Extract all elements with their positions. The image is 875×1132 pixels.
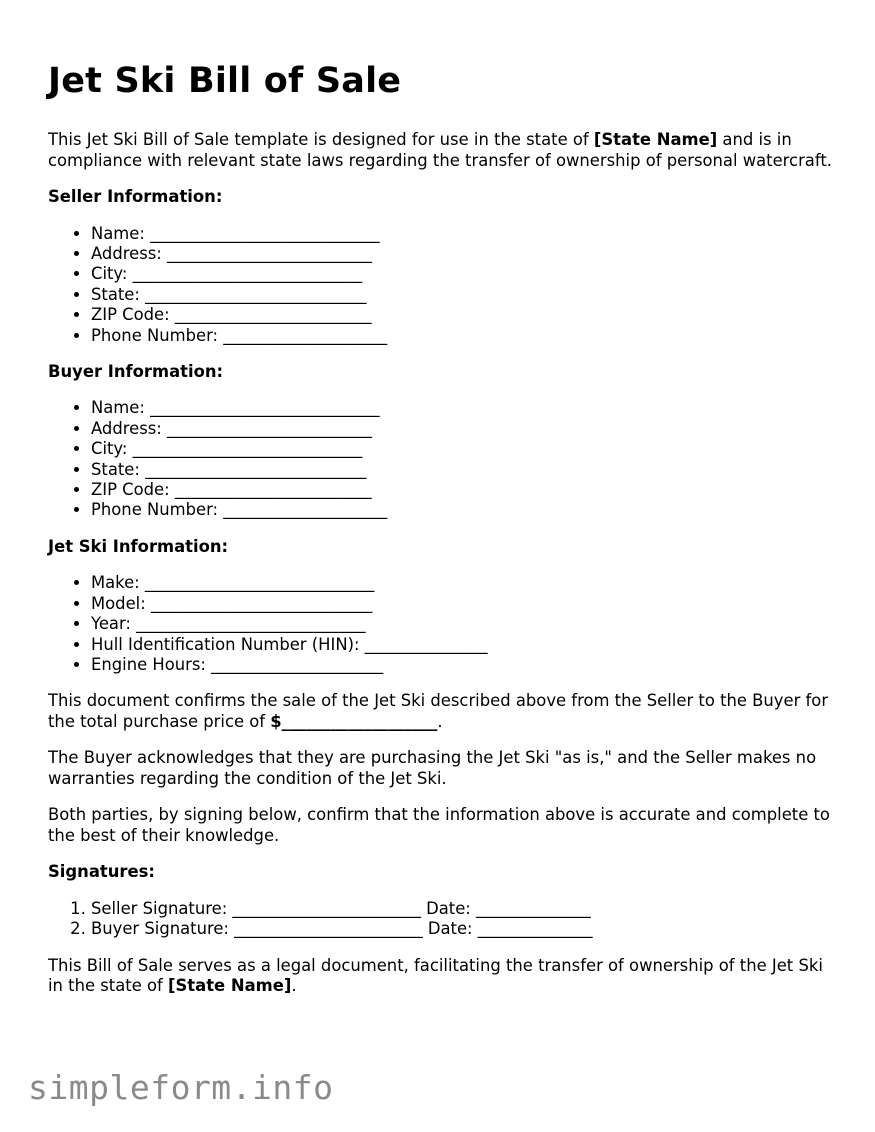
jetski-hin-field: • Hull Identification Number (HIN): _______________ bbox=[91, 635, 838, 655]
buyer-state-field: • State: ___________________________ bbox=[91, 460, 838, 480]
intro-state-placeholder: [State Name] bbox=[593, 130, 718, 149]
seller-zip-field: • ZIP Code: ________________________ bbox=[91, 305, 838, 325]
site-watermark: simpleform.info bbox=[28, 1068, 334, 1107]
closing-text-before: This Bill of Sale serves as a legal document, facilitating the transfer of ownership of the Jet Ski in the state of bbox=[48, 955, 823, 996]
document-title: Jet Ski Bill of Sale bbox=[48, 61, 402, 101]
signatures-heading: Signatures: bbox=[48, 862, 155, 882]
seller-phone-field: • Phone Number: ____________________ bbox=[91, 326, 838, 346]
jetski-make-field: • Make: ____________________________ bbox=[91, 573, 838, 593]
confirm-paragraph: Both parties, by signing below, confirm that the information above is accurate and complete to the best of their knowledge. bbox=[48, 805, 830, 845]
closing-paragraph bbox=[48, 956, 838, 997]
signature-list bbox=[48, 899, 838, 940]
jetski-field-list bbox=[48, 573, 838, 675]
sale-text-after: . bbox=[437, 711, 443, 731]
buyer-address-field: • Address: _________________________ bbox=[91, 419, 838, 439]
buyer-heading: Buyer Information: bbox=[48, 361, 224, 381]
jetski-engine-hours-field: • Engine Hours: _____________________ bbox=[91, 655, 838, 675]
seller-name-field: • Name: ____________________________ bbox=[91, 224, 838, 244]
seller-field-list bbox=[48, 224, 838, 346]
document-page bbox=[48, 58, 838, 1013]
sale-text-before: This document confirms the sale of the Jet Ski described above from the Seller to the Buyer for the total purchase price of bbox=[48, 691, 829, 731]
seller-signature-line: 1. Seller Signature: _______________________ Date: ______________ bbox=[91, 899, 838, 919]
closing-text-after: . bbox=[291, 976, 297, 996]
closing-state-placeholder: [State Name] bbox=[168, 976, 292, 996]
buyer-city-field: • City: ____________________________ bbox=[91, 439, 838, 459]
buyer-field-list bbox=[48, 398, 838, 520]
as-is-paragraph: The Buyer acknowledges that they are purchasing the Jet Ski "as is," and the Seller makes no warranties regarding the condition of the Jet Ski. bbox=[48, 748, 817, 788]
buyer-signature-line: 2. Buyer Signature: _______________________ Date: ______________ bbox=[91, 919, 838, 939]
jetski-heading: Jet Ski Information: bbox=[48, 536, 229, 556]
intro-paragraph bbox=[48, 130, 838, 171]
seller-city-field: • City: ____________________________ bbox=[91, 264, 838, 284]
intro-text-after: and is in compliance with relevant state laws regarding the transfer of ownership of personal watercraft. bbox=[48, 130, 832, 170]
intro-text-before: This Jet Ski Bill of Sale template is designed for use in the state of bbox=[48, 130, 594, 149]
seller-state-field: • State: ___________________________ bbox=[91, 285, 838, 305]
seller-heading: Seller Information: bbox=[48, 187, 223, 206]
purchase-price-field: $___________________ bbox=[270, 711, 438, 731]
buyer-name-field: • Name: ____________________________ bbox=[91, 398, 838, 418]
jetski-model-field: • Model: ___________________________ bbox=[91, 594, 838, 614]
jetski-year-field: • Year: ____________________________ bbox=[91, 614, 838, 634]
seller-address-field: • Address: _________________________ bbox=[91, 244, 838, 264]
sale-paragraph bbox=[48, 691, 838, 732]
buyer-zip-field: • ZIP Code: ________________________ bbox=[91, 480, 838, 500]
buyer-phone-field: • Phone Number: ____________________ bbox=[91, 500, 838, 520]
